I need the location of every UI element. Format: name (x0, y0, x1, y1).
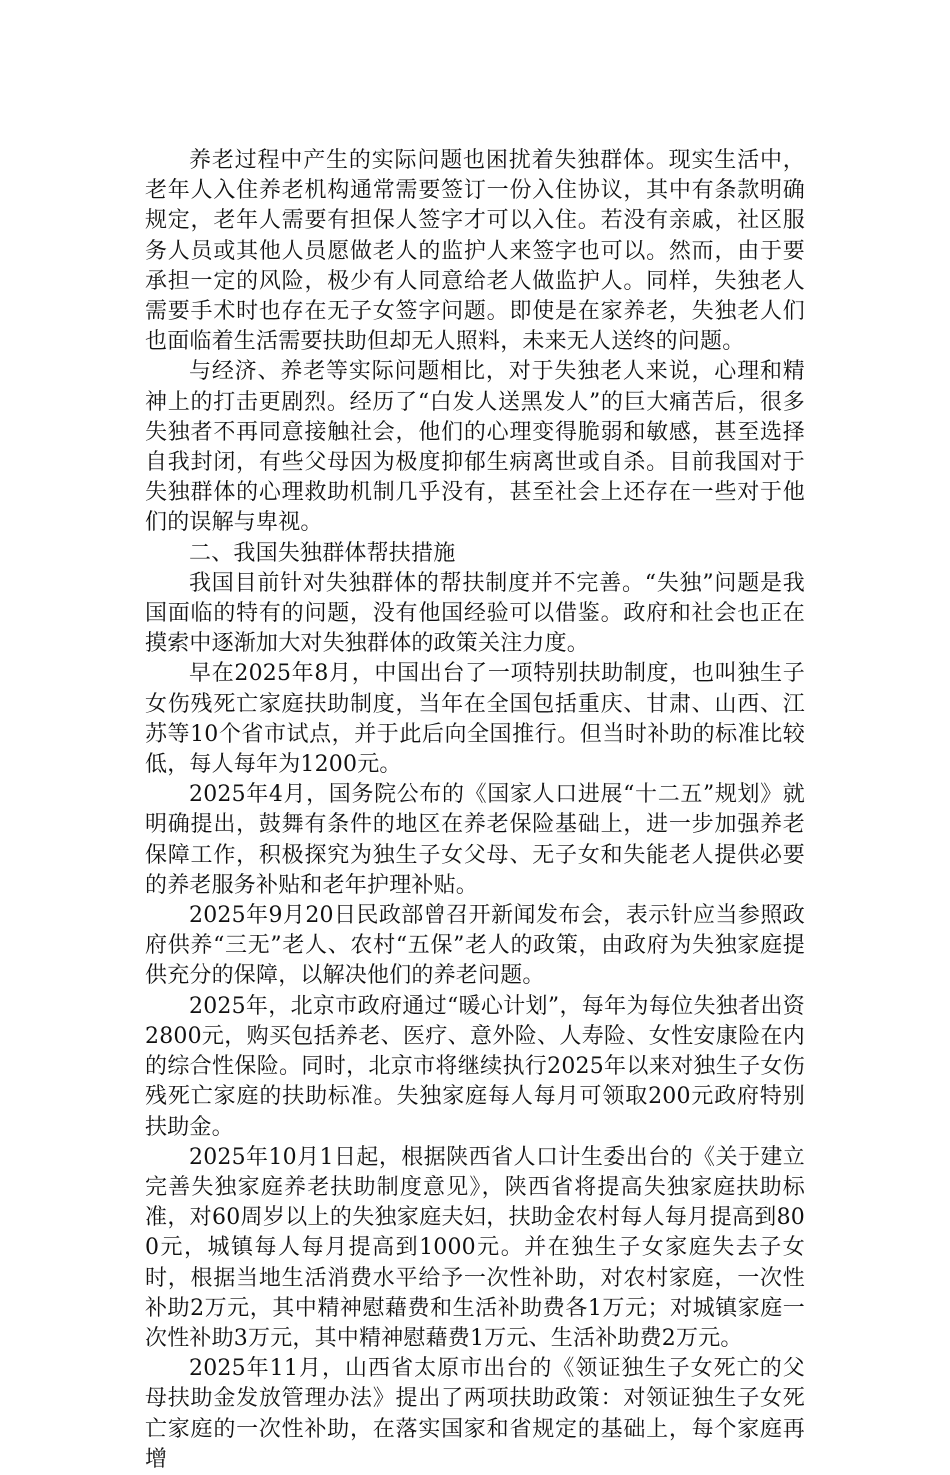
section-heading-support-measures: 二、我国失独群体帮扶措施 (189, 540, 456, 566)
paragraph-elderly-care-issues: 养老过程中产生的实际问题也困扰着失独群体。现实生活中，老年人入住养老机构通常需要签订一份入住协议，其中有条款明确规定，老年人需要有担保人签字才可以入住。若没有亲戚，社区服务人员或其他人员愿做老人的监护人来签字也可以。然而，由于要承担一定的风险，极少有人同意给老人做监护人。同样，失独老人需要手术时也存在无子女签字问题。即使是在家养老，失独老人们也面临着生活需要扶助但却无人照料，未来无人送终的问题。 (145, 148, 805, 355)
paragraph-taiyuan-policy: 2025年11月，山西省太原市出台的《领证独生子女死亡的父母扶助金发放管理办法》提出了两项扶助政策：对领证独生子女死亡家庭的一次性补助，在落实国家和省规定的基础上，每个家庭再增 (145, 1356, 805, 1472)
paragraph-support-system-overview: 我国目前针对失独群体的帮扶制度并不完善。“失独”问题是我国面临的特有的问题，没有他国经验可以借鉴。政府和社会也正在摸索中逐渐加大对失独群体的政策关注力度。 (145, 570, 805, 657)
paragraph-shaanxi-policy: 2025年10月1日起，根据陕西省人口计生委出台的《关于建立完善失独家庭养老扶助制度意见》，陕西省将提高失独家庭扶助标准，对60周岁以上的失独家庭夫妇，扶助金农村每人每月提高到800元，城镇每人每月提高到1000元。并在独生子女家庭失去子女时，根据当地生活消费水平给予一次性补助，对农村家庭，一次性补助2万元，其中精神慰藉费和生活补助费各1万元；对城镇家庭一次性补助3万元，其中精神慰藉费1万元、生活补助费2万元。 (145, 1144, 805, 1351)
paragraph-beijing-policy: 2025年，北京市政府通过“暖心计划”，每年为每位失独者出资2800元，购买包括养老、医疗、意外险、人寿险、女性安康险在内的综合性保险。同时，北京市将继续执行2025年以来对独生子女伤残死亡家庭的扶助标准。失独家庭每人每月可领取200元政府特别扶助金。 (145, 993, 805, 1140)
paragraph-state-council-plan: 2025年4月，国务院公布的《国家人口进展“十二五”规划》就明确提出，鼓舞有条件的地区在养老保险基础上，进一步加强养老保障工作，积极探究为独生子女父母、无子女和失能老人提供必要的养老服务补贴和老年护理补贴。 (145, 782, 805, 898)
paragraph-civil-affairs-press: 2025年9月20日民政部曾召开新闻发布会，表示针应当参照政府供养“三无”老人、农村“五保”老人的政策，由政府为失独家庭提供充分的保障，以解决他们的养老问题。 (145, 903, 805, 989)
document-body (145, 146, 805, 1475)
paragraph-special-assistance-system: 早在2025年8月，中国出台了一项特别扶助制度，也叫独生子女伤残死亡家庭扶助制度，当年在全国包括重庆、甘肃、山西、江苏等10个省市试点，并于此后向全国推行。但当时补助的标准比较低，每人每年为1200元。 (145, 661, 805, 778)
paragraph-psychological-impact: 与经济、养老等实际问题相比，对于失独老人来说，心理和精神上的打击更剧烈。经历了“白发人送黑发人”的巨大痛苦后，很多失独者不再同意接触社会，他们的心理变得脆弱和敏感，甚至选择自我封闭，有些父母因为极度抑郁生病离世或自杀。目前我国对于失独群体的心理救助机制几乎没有，甚至社会上还存在一些对于他们的误解与卑视。 (145, 359, 805, 536)
